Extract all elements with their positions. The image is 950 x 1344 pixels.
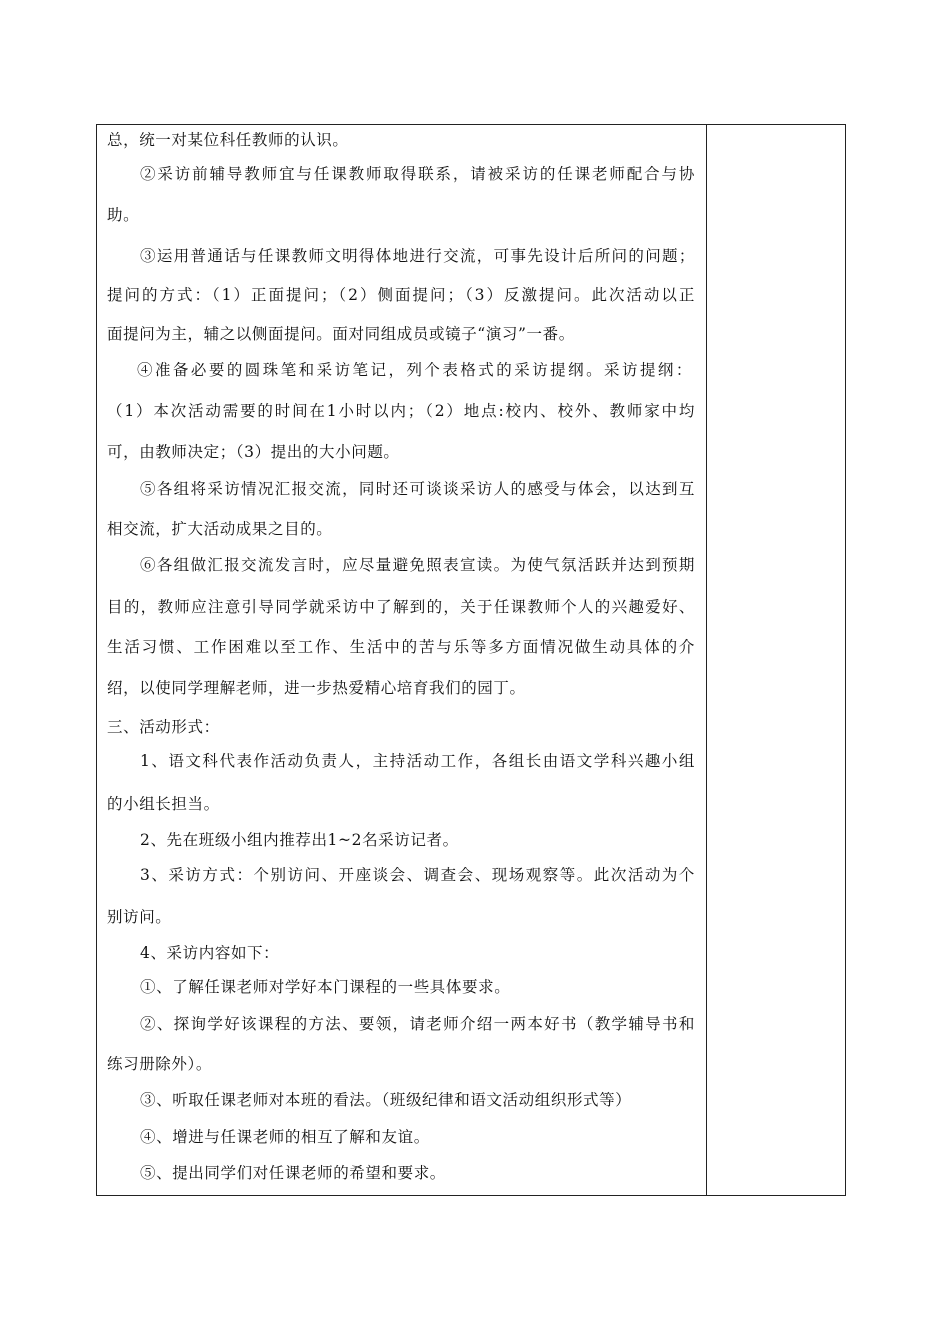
text-line: 别访问。 [107, 908, 172, 926]
content-cell [97, 125, 706, 1195]
text-line: ④准备必要的圆珠笔和采访笔记，列个表格式的采访提纲。采访提纲： [137, 361, 692, 379]
text-line: 的小组长担当。 [107, 795, 220, 813]
text-line: 生活习惯、工作困难以至工作、生活中的苦与乐等多方面情况做生动具体的介 [107, 638, 695, 656]
text-line: ③运用普通话与任课教师文明得体地进行交流，可事先设计后所问的问题； [140, 247, 695, 265]
text-line: ⑤、提出同学们对任课老师的希望和要求。 [140, 1164, 446, 1182]
text-line: ③、听取任课老师对本班的看法。（班级纪律和语文活动组织形式等） [140, 1091, 632, 1109]
text-line: 可，由教师决定；（3）提出的大小问题。 [107, 443, 400, 461]
section-heading: 三、活动形式： [107, 718, 220, 736]
text-line: 助。 [107, 206, 140, 224]
text-line: ②、探询学好该课程的方法、要领，请老师介绍一两本好书（教学辅导书和 [140, 1015, 695, 1033]
text-line: 1、语文科代表作活动负责人，主持活动工作，各组长由语文学科兴趣小组 [140, 752, 695, 770]
text-line: 目的，教师应注意引导同学就采访中了解到的，关于任课教师个人的兴趣爱好、 [107, 598, 695, 616]
notes-cell [707, 125, 845, 1195]
text-line: 练习册除外）。 [107, 1055, 212, 1073]
text-line: ②采访前辅导教师宜与任课教师取得联系，请被采访的任课老师配合与协 [140, 165, 695, 183]
text-line: 面提问为主，辅之以侧面提问。面对同组成员或镜子“演习”一番。 [107, 325, 575, 343]
text-line: 3、采访方式：个别访问、开座谈会、调查会、现场观察等。此次活动为个 [140, 866, 695, 884]
text-line: 4、采访内容如下： [140, 944, 280, 962]
document-table [96, 124, 846, 1196]
text-line: 相交流，扩大活动成果之目的。 [107, 520, 333, 538]
text-line: 提问的方式：（1）正面提问；（2）侧面提问；（3）反激提问。此次活动以正 [107, 286, 695, 304]
text-line: 总，统一对某位科任教师的认识。 [107, 131, 349, 149]
text-line: ①、了解任课老师对学好本门课程的一些具体要求。 [140, 978, 511, 996]
text-line: ⑥各组做汇报交流发言时，应尽量避免照表宣读。为使气氛活跃并达到预期 [140, 556, 695, 574]
text-line: 绍，以使同学理解老师，进一步热爱精心培育我们的园丁。 [107, 679, 526, 697]
text-line: ④、增进与任课老师的相互了解和友谊。 [140, 1128, 430, 1146]
text-line: 2、先在班级小组内推荐出1~2名采访记者。 [140, 831, 459, 849]
text-line: ⑤各组将采访情况汇报交流，同时还可谈谈采访人的感受与体会，以达到互 [140, 480, 695, 498]
text-line: （1）本次活动需要的时间在1小时以内；（2）地点:校内、校外、教师家中均 [107, 402, 695, 420]
